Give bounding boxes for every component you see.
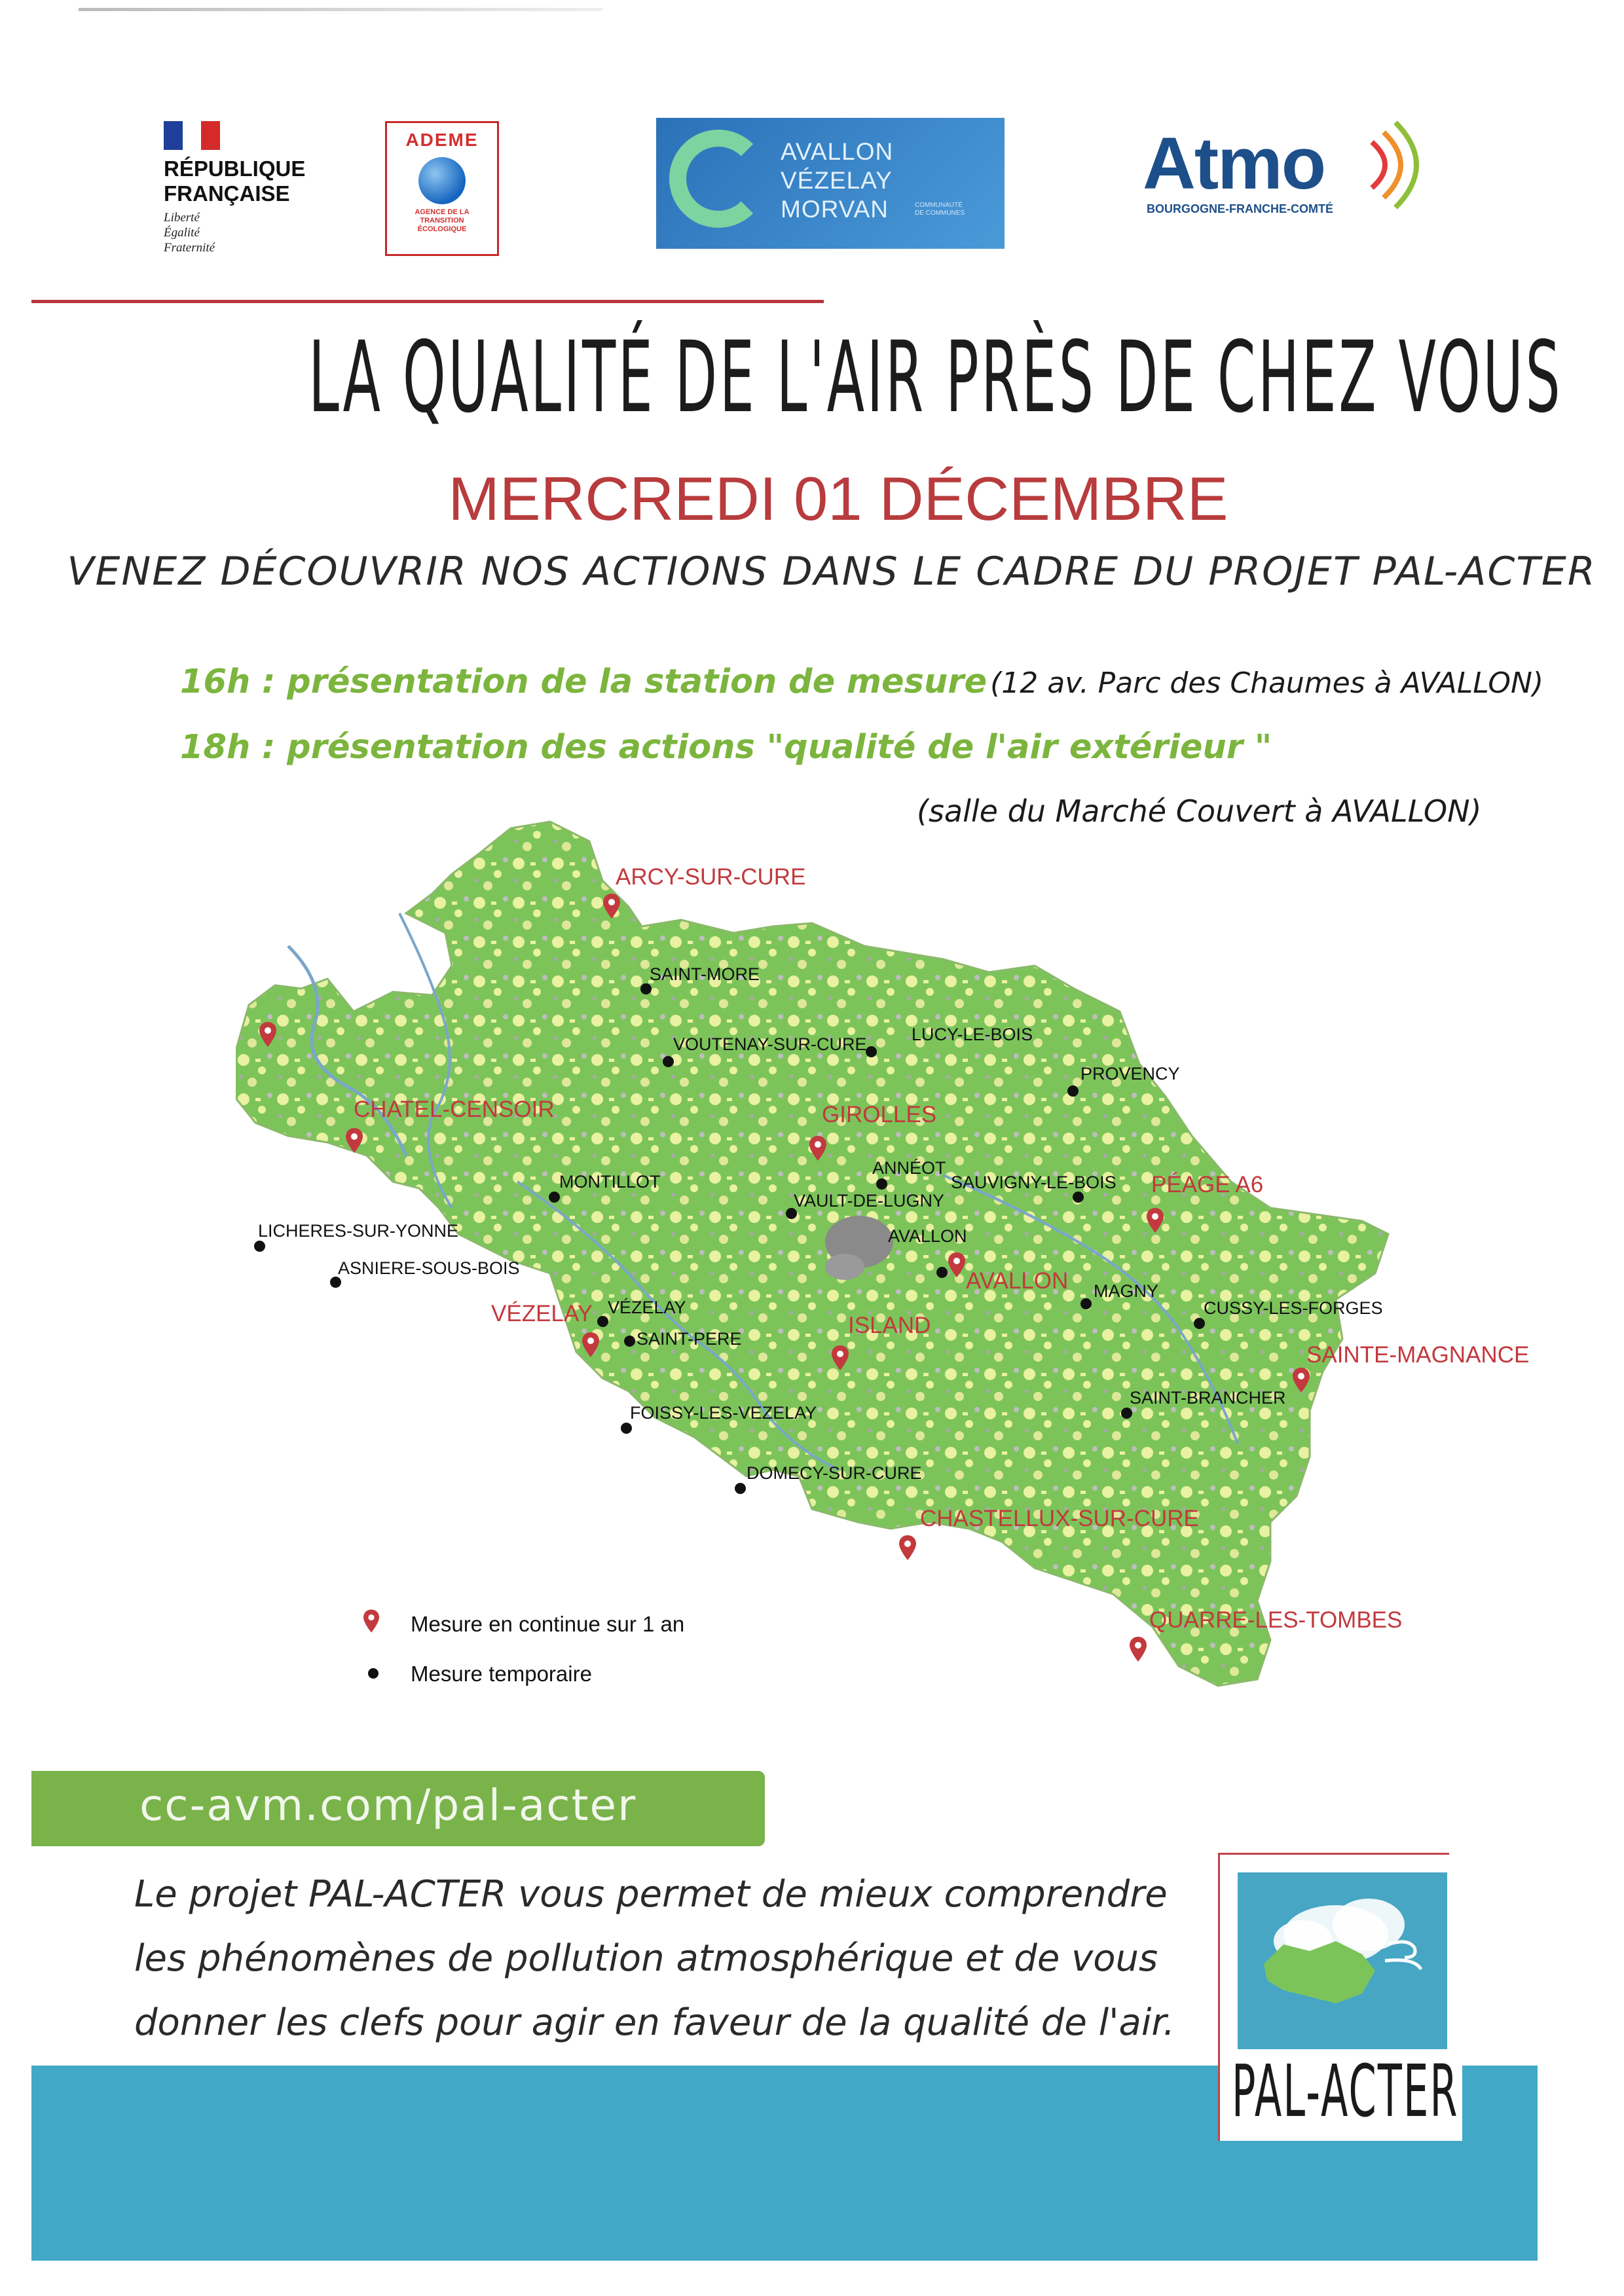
cc-avallon-vezelay-morvan-logo (656, 118, 1005, 249)
map-dot-icon (735, 1483, 746, 1494)
map-label-temporary: LICHERES-SUR-YONNE (258, 1221, 459, 1241)
map-pin-icon (899, 1535, 916, 1560)
map-pin-icon (363, 1609, 379, 1633)
map-label-continuous: ISLAND (848, 1313, 931, 1338)
map-label-continuous: SAINTE-MAGNANCE (1306, 1342, 1530, 1368)
map-pin-icon (232, 802, 249, 827)
map-label-continuous: ARCY-SUR-CURE (616, 864, 806, 890)
legend-continuous-label: Mesure en continue sur 1 an (411, 1612, 685, 1636)
republique-francaise-logo (164, 121, 334, 259)
map-dot-icon (640, 983, 652, 994)
map-pin-icon (259, 1022, 276, 1047)
map-label-temporary: SAINT-PERE (637, 1329, 742, 1349)
pal-acter-logo (1218, 1853, 1459, 2133)
header-divider (31, 300, 824, 303)
cloud-map-icon (1238, 1872, 1447, 2049)
map-pin-icon (948, 1252, 965, 1277)
scan-artifact-line (79, 8, 602, 11)
map-dot-icon (597, 1316, 608, 1327)
schedule-item-18h-location: (salle du Marché Couvert à AVALLON) (917, 793, 1482, 829)
map-label-temporary: VOUTENAY-SUR-CURE (673, 1034, 867, 1054)
map-dot-icon (1073, 1192, 1084, 1203)
map-label-temporary: PROVENCY (1080, 1064, 1180, 1084)
map-label-temporary: AVALLON (888, 1226, 967, 1246)
page-title: LA QUALITÉ DE L'AIR PRÈS DE CHEZ VOUS (308, 321, 1563, 435)
map-pin-icon (832, 1345, 849, 1370)
map-pin-icon (809, 1136, 826, 1161)
map-label-temporary: SAINT-MORE (650, 964, 760, 984)
ademe-name: ADEME (405, 130, 479, 150)
map-pin-icon (603, 894, 620, 919)
map-label-temporary: ANNÉOT (872, 1158, 946, 1178)
map-label-temporary: DOMECY-SUR-CURE (747, 1463, 922, 1483)
legend-temporary-label: Mesure temporaire (411, 1662, 592, 1686)
project-description: Le projet PAL-ACTER vous permet de mieux comprendre les phénomènes de pollution atmosphérique et de vous donner les clefs pour agir en faveur de la qualité de l'air. (134, 1873, 1175, 2044)
schedule-item-16h: 16h : présentation de la station de mesure (12 av. Parc des Chaumes à AVALLON) (180, 663, 1544, 701)
map-label-continuous: CHASTELLUX-SUR-CURE (920, 1506, 1199, 1531)
map-pin-icon (346, 1128, 363, 1153)
map-label-temporary: ASNIERE-SOUS-BOIS (338, 1258, 520, 1278)
map-label-continuous: VÉZELAY (491, 1301, 593, 1326)
map-dot-icon (621, 1423, 632, 1434)
atmo-arcs-icon (1365, 116, 1444, 214)
map-label-temporary: MONTILLOT (559, 1172, 661, 1192)
map-dot-icon (866, 1046, 877, 1057)
map-label-temporary: CUSSY-LES-FORGES (1204, 1298, 1383, 1318)
globe-icon (418, 157, 466, 204)
map-label-temporary: MAGNY (1094, 1281, 1159, 1301)
map-label-temporary: VÉZELAY (608, 1298, 686, 1317)
rf-title: RÉPUBLIQUE FRANÇAISE (164, 156, 306, 206)
map-label-temporary: SAUVIGNY-LE-BOIS (951, 1173, 1116, 1192)
map-pin-icon (1130, 1637, 1147, 1662)
atmo-region: BOURGOGNE-FRANCHE-COMTÉ (1147, 202, 1333, 215)
map-label-continuous: GIROLLES (822, 1102, 937, 1127)
cc-name: AVALLON VÉZELAY MORVAN (781, 138, 894, 223)
map-dot-icon (1067, 1085, 1079, 1097)
map-dot-icon (936, 1267, 948, 1278)
map-label-continuous: CHATEL-CENSOIR (354, 1097, 555, 1122)
ademe-logo (385, 121, 499, 256)
pal-logo-wordmark: PAL-ACTER (1218, 2049, 1462, 2141)
map-label-continuous: PÉAGE A6 (1151, 1172, 1264, 1197)
map-label-temporary: FOISSY-LES-VEZELAY (630, 1403, 817, 1423)
map-dot-icon (254, 1241, 265, 1252)
map-dot-icon (663, 1056, 674, 1067)
map-label-continuous: QUARRE-LES-TOMBES (1149, 1607, 1403, 1633)
rf-motto: Liberté Égalité Fraternité (164, 211, 215, 255)
map-dot-icon (549, 1192, 560, 1203)
ademe-subtitle: AGENCE DE LA TRANSITION ÉCOLOGIQUE (415, 208, 470, 233)
c-swoosh-icon (669, 130, 767, 228)
pal-logo-panel (1238, 1872, 1447, 2069)
map-dot-icon (368, 1668, 378, 1679)
map-label-temporary: LUCY-LE-BOIS (912, 1025, 1033, 1044)
map-dot-icon (624, 1336, 635, 1347)
french-flag-icon (164, 121, 220, 150)
map-label-temporary: SAINT-BRANCHER (1130, 1388, 1286, 1408)
event-subtitle: VENEZ DÉCOUVRIR NOS ACTIONS DANS LE CADRE DU PROJET PAL-ACTER (67, 549, 1596, 594)
schedule-item-18h: 18h : présentation des actions "qualité de l'air extérieur " (180, 728, 1272, 767)
map-dot-icon (876, 1178, 887, 1190)
map-pin-icon (1293, 1368, 1310, 1393)
map-pin-icon (1147, 1208, 1164, 1233)
map-dot-icon (1121, 1408, 1132, 1419)
map-label-continuous: AVALLON (966, 1268, 1069, 1294)
atmo-logo (1143, 122, 1437, 246)
map-dot-icon (1194, 1318, 1205, 1329)
project-url-link[interactable]: cc-avm.com/pal-acter (139, 1780, 637, 1831)
map-pin-icon (582, 1332, 599, 1357)
map-label-temporary: VAULT-DE-LUGNY (794, 1191, 945, 1211)
project-url-banner[interactable] (31, 1771, 765, 1846)
event-date: MERCREDI 01 DÉCEMBRE (448, 464, 1228, 533)
cc-small-text: COMMUNAUTÉ DE COMMUNES (915, 202, 965, 217)
map-dot-icon (1080, 1298, 1092, 1309)
atmo-word: Atmo (1143, 122, 1325, 204)
